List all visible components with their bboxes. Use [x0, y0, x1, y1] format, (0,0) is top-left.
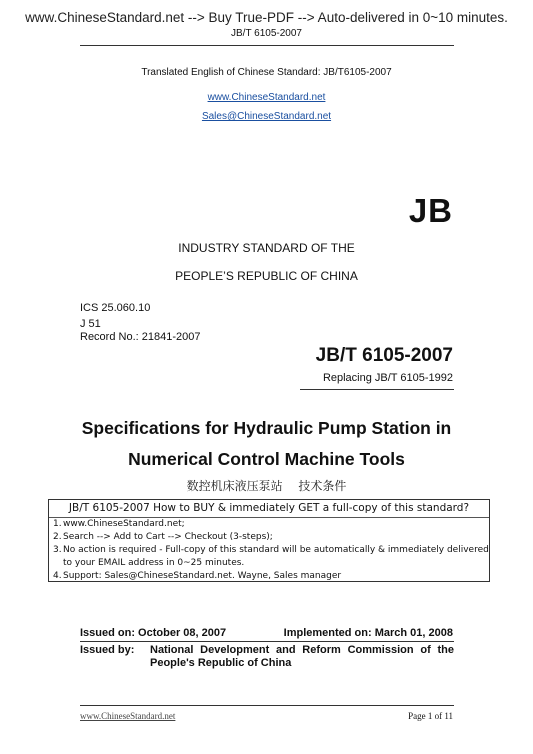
website-link-wrap [0, 87, 533, 105]
header-divider [80, 45, 454, 46]
buy-instructions-box [48, 499, 490, 582]
step-text: Search --> Add to Cart --> Checkout (3-steps); [63, 532, 273, 542]
issued-on-date: Issued on: October 08, 2007 [80, 627, 227, 639]
header-doc-code: JB/T 6105-2007 [231, 28, 302, 39]
step-text: Support: Sales@ChineseStandard.net. Wayne, Sales manager [63, 571, 342, 581]
step-text: www.ChineseStandard.net; [63, 519, 185, 529]
translated-line: Translated English of Chinese Standard: JB/T6105-2007 [141, 67, 392, 78]
list-item: 2. Search --> Add to Cart --> Checkout (3-steps); [53, 532, 273, 542]
buy-steps-list [53, 518, 489, 583]
j-code: J 51 [80, 318, 101, 330]
list-item: 4. Support: Sales@ChineseStandard.net. Wayne, Sales manager [53, 571, 342, 581]
list-item: 1. www.ChineseStandard.net; [53, 519, 185, 529]
ics-code: ICS 25.060.10 [80, 302, 151, 314]
implemented-on-date: Implemented on: March 01, 2008 [283, 627, 453, 639]
record-number: Record No.: 21841-2007 [80, 331, 201, 343]
replacing-text: Replacing JB/T 6105-1992 [322, 372, 453, 384]
standard-number: JB/T 6105-2007 [315, 345, 453, 366]
title-line2: Numerical Control Machine Tools [128, 449, 405, 469]
header-promo-line: www.ChineseStandard.net --> Buy True-PDF --> Auto-delivered in 0~10 minutes. [25, 10, 508, 25]
list-item: 3. No action is required - Full-copy of this standard will be automatically & immediately delivered to your EMAIL address in 0~25 minutes. [53, 545, 489, 568]
page-number: Page 1 of 11 [408, 711, 453, 721]
website-link[interactable]: www.ChineseStandard.net [207, 92, 326, 103]
footer-website-link[interactable]: www.ChineseStandard.net [80, 711, 176, 721]
chinese-title: 数控机床液压泵站 技术条件 [186, 479, 347, 493]
issued-by-value: National Development and Reform Commission of the People's Republic of China [150, 644, 454, 669]
step-text: No action is required - Full-copy of this standard will be automatically & immediately delivered to your EMAIL address in 0~25 minutes. [63, 545, 489, 568]
jb-mark: JB [408, 192, 453, 229]
title-line1: Specifications for Hydraulic Pump Station in [81, 418, 452, 438]
standard-number-divider [300, 389, 454, 390]
issuance-divider [80, 641, 454, 642]
email-link-wrap [0, 106, 533, 124]
email-link[interactable]: Sales@ChineseStandard.net [201, 111, 332, 122]
footer-divider [80, 705, 454, 706]
issued-by-label: Issued by: [80, 644, 135, 656]
standard-type-line2: PEOPLE’S REPUBLIC OF CHINA [175, 269, 358, 283]
standard-type-line1: INDUSTRY STANDARD OF THE [178, 241, 355, 255]
buy-box-heading: JB/T 6105-2007 How to BUY & immediately GET a full-copy of this standard? [68, 502, 470, 514]
